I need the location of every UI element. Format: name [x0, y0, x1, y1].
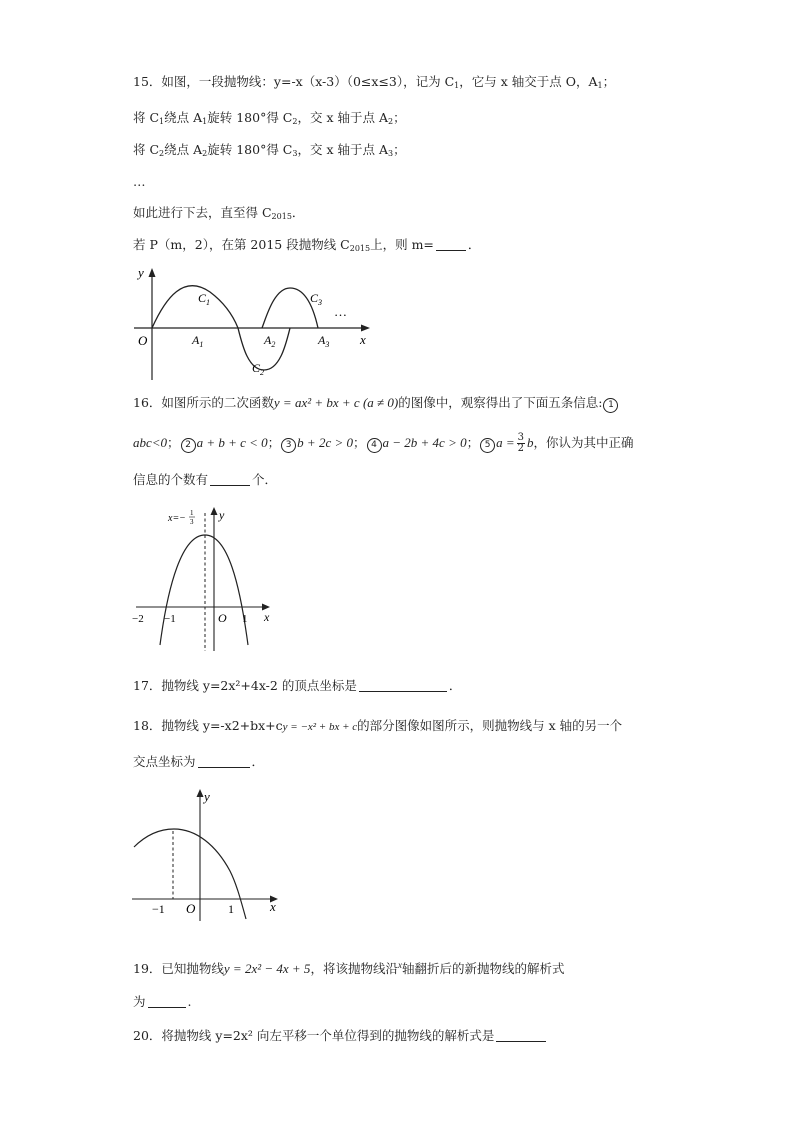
- q20-line: 20．将抛物线 y=2x² 向左平移一个单位得到的抛物线的解析式是: [133, 1028, 548, 1044]
- y-axis-label: y: [138, 265, 144, 280]
- symmetry-axis-label: x=−: [168, 513, 186, 524]
- q19-line2: 为 .: [133, 994, 192, 1009]
- x-axis-label: x: [360, 332, 366, 347]
- q15-line1: 15．如图，一段抛物线：y=-x（x-3）（0≤x≤3），记为 $C_1$，它与 x 轴交于点 O，$A_1$；: [133, 74, 616, 90]
- q19-line1: 19．已知抛物线y = 2x² − 4x + 5，将该抛物线沿$^x$轴翻折后的新抛物线的解析式: [133, 960, 565, 976]
- q15-ellipsis: …: [133, 174, 146, 189]
- q15-line2: 将 $C_1$绕点 $A_1$旋转 180°得 $C_2$，交 x 轴于点 $A_2$；: [133, 110, 406, 126]
- q16-graph: [132, 505, 282, 655]
- q15-graph: [130, 262, 380, 382]
- x-axis-label: x: [270, 899, 276, 914]
- x-axis-label: x: [264, 610, 270, 624]
- label-a2: $A_2$: [264, 333, 276, 349]
- q18-line2: 交点坐标为 ．: [133, 754, 265, 769]
- answer-blank: [148, 995, 186, 1008]
- origin-label: O: [138, 333, 148, 348]
- q17-line: 17．抛物线 y=2x²+4x-2 的顶点坐标是 ．: [133, 678, 462, 693]
- label-a3: $A_3$: [318, 333, 330, 349]
- answer-blank: [436, 238, 466, 251]
- q15-line6: 若 P（m，2），在第 2015 段抛物线 $C_{2015}$上，则 m= ．: [133, 237, 481, 253]
- tick-minus-1: −1: [164, 613, 176, 625]
- label-c3: $C_3$: [310, 291, 323, 307]
- label-c2: $C_2$: [252, 361, 265, 377]
- q16-line3: 信息的个数有 个．: [133, 472, 278, 487]
- answer-blank: [496, 1029, 546, 1042]
- tick-minus-2: −2: [132, 613, 144, 625]
- continuation-dots: …: [334, 304, 347, 319]
- origin-label: O: [218, 611, 227, 625]
- q18-graph: [130, 785, 290, 925]
- q18-line1: 18．抛物线 y=-x2+bx+cy = −x² + bx + c的部分图像如图所示，则抛物线与 x 轴的另一个: [133, 718, 623, 733]
- y-axis-label: y: [204, 789, 210, 804]
- q16-line1: 16．如图所示的二次函数y = ax² + bx + c (a ≠ 0)的图像中，观察得出了下面五条信息: 1: [133, 395, 619, 413]
- answer-blank: [198, 755, 250, 768]
- origin-label: O: [186, 901, 196, 916]
- tick-minus-1: −1: [152, 902, 165, 916]
- sym-frac-den: 3: [190, 518, 194, 526]
- q15-line5: 如此进行下去，直至得 $C_{2015}$．: [133, 205, 305, 221]
- answer-blank: [359, 679, 447, 692]
- sym-frac-num: 1: [190, 509, 194, 517]
- q15-line3: 将 $C_2$绕点 $A_2$旋转 180°得 $C_3$，交 x 轴于点 $A_3$；: [133, 142, 406, 158]
- label-c1: $C_1$: [198, 291, 211, 307]
- q16-line2: abc<0； 2 a + b + c < 0； 3 b + 2c > 0； 4 a − 2b + 4c > 0； 5 a = $\frac{3}{2}$ b，你认为其中正确: [133, 432, 634, 454]
- label-a1: $A_1$: [192, 333, 204, 349]
- tick-1: 1: [242, 613, 248, 625]
- tick-1: 1: [228, 902, 234, 916]
- answer-blank: [210, 473, 250, 486]
- y-axis-label: y: [219, 508, 225, 522]
